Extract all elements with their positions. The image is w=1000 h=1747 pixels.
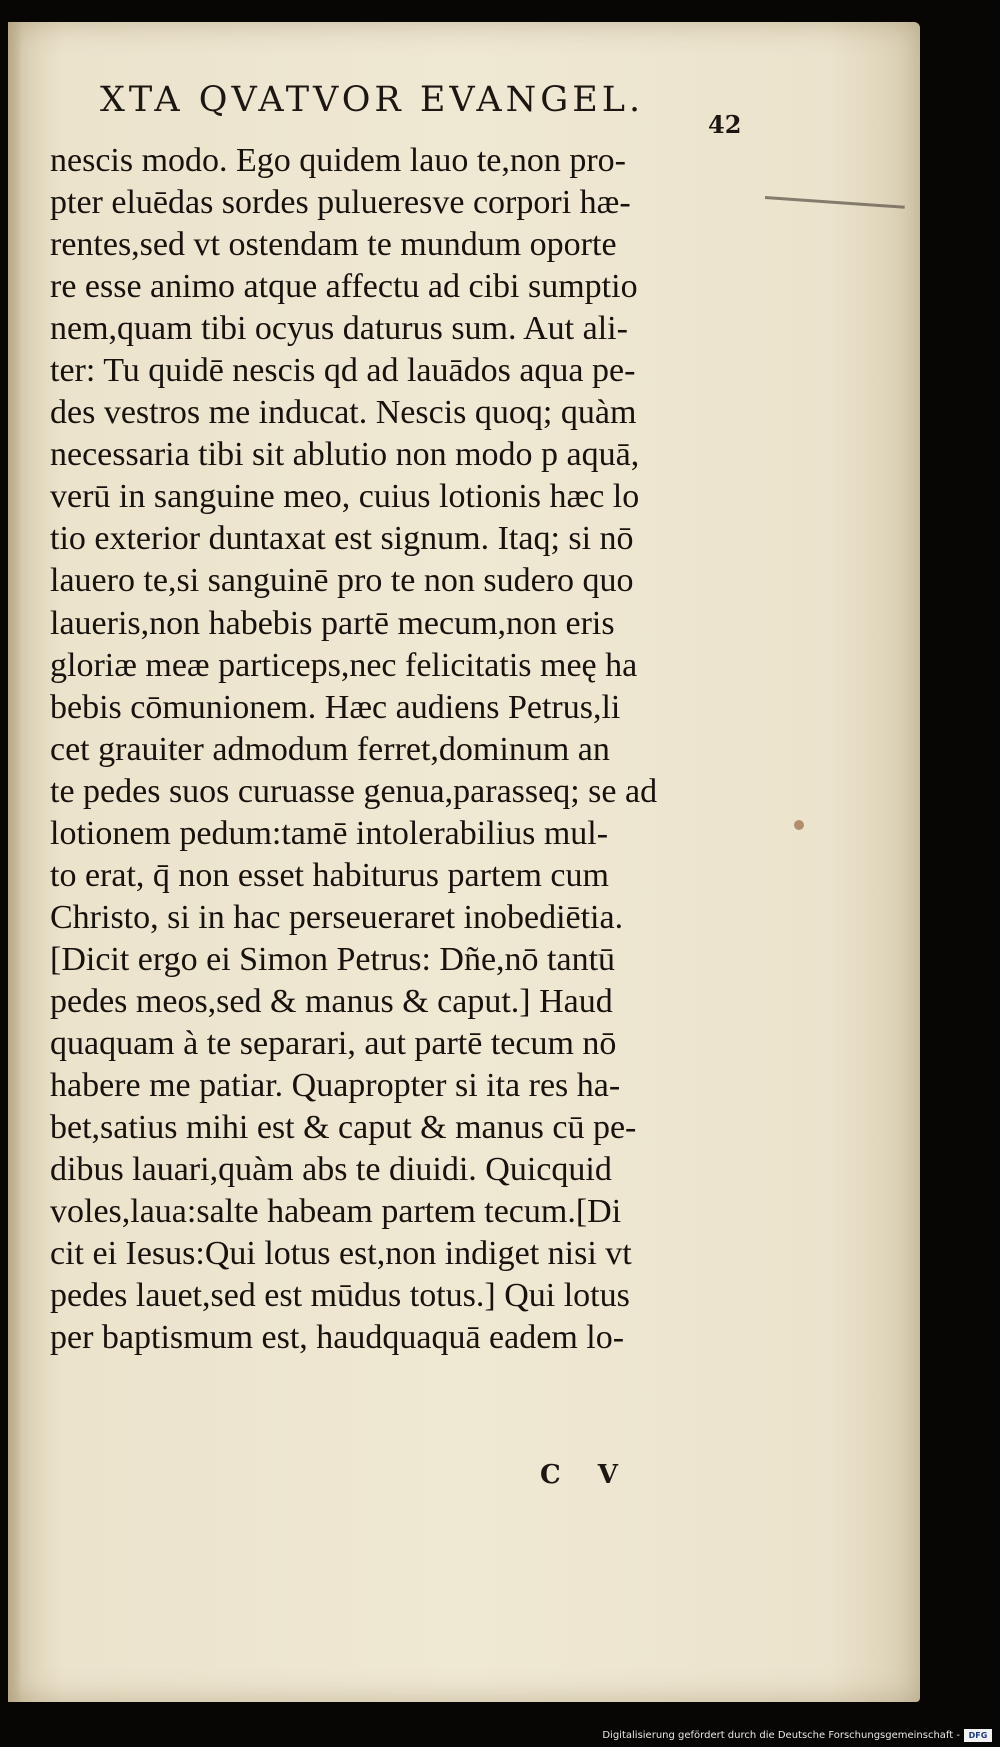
text-line-28: pedes lauet,sed est mūdus totus.] Qui lotus [50, 1277, 630, 1315]
text-line-22: quaquam à te separari, aut partē tecum nō [50, 1024, 617, 1062]
dfg-logo-badge: DFG [964, 1729, 992, 1742]
text-line-14: bebis cōmunionem. Hæc audiens Petrus,li [50, 688, 621, 726]
text-line-10: tio exterior duntaxat est signum. Itaq; si nō [50, 520, 634, 558]
page-gutter-edge [8, 22, 22, 1702]
paper-stain [794, 820, 804, 830]
text-line-16: te pedes suos curuasse genua,parasseq; se ad [50, 772, 658, 810]
body-text [50, 140, 730, 1359]
text-line-1: nescis modo. Ego quidem lauo te,non pro- [50, 142, 627, 179]
text-line-29: per baptismum est, haudquaquā eadem lo- [50, 1319, 625, 1357]
text-line-25: dibus lauari,quàm abs te diuidi. Quicquid [50, 1151, 612, 1189]
text-line-11: lauero te,si sanguinē pro te non sudero quo [50, 562, 634, 600]
text-line-8: necessaria tibi sit ablutio non modo p aquā, [50, 436, 640, 474]
text-line-3: rentes,sed vt ostendam te mundum oporte [50, 226, 617, 264]
text-line-27: cit ei Iesus:Qui lotus est,non indiget nisi vt [50, 1235, 632, 1273]
text-line-19: Christo, si in hac perseueraret inobediētia. [50, 898, 624, 936]
text-line-17: lotionem pedum:tamē intolerabilius mul- [50, 814, 609, 852]
text-line-7: des vestros me inducat. Nescis quoq; quàm [50, 394, 637, 432]
text-line-26: voles,laua:salte habeam partem tecum.[Di [50, 1193, 622, 1231]
text-line-4: re esse animo atque affectu ad cibi sumptio [50, 268, 638, 306]
folio-number: 42 [708, 110, 742, 139]
text-line-6: ter: Tu quidē nescis qd ad lauādos aqua pe- [50, 352, 636, 390]
text-line-9: verū in sanguine meo, cuius lotionis hæc lo [50, 478, 640, 516]
digitization-credit: Digitalisierung gefördert durch die Deutsche Forschungsgemeinschaft - [602, 1730, 960, 1741]
signature-mark: C V [540, 1460, 632, 1490]
text-line-23: habere me patiar. Quapropter si ita res ha- [50, 1067, 621, 1105]
text-line-15: cet grauiter admodum ferret,dominum an [50, 730, 610, 768]
text-line-24: bet,satius mihi est & caput & manus cū pe- [50, 1109, 637, 1147]
running-title: XTA QVATVOR EVANGEL. [100, 80, 645, 120]
text-line-18: to erat, q̄ non esset habiturus partem cum [50, 856, 609, 894]
text-line-20: [Dicit ergo ei Simon Petrus: Dñe,nō tantū [50, 940, 616, 978]
text-line-5: nem,quam tibi ocyus daturus sum. Aut ali- [50, 310, 628, 348]
text-line-2: pter eluēdas sordes pulueresve corpori hæ- [50, 184, 631, 222]
text-line-21: pedes meos,sed & manus & caput.] Haud [50, 982, 613, 1020]
text-line-12: laueris,non habebis partē mecum,non eris [50, 604, 615, 642]
text-line-13: gloriæ meæ particeps,nec felicitatis meę ha [50, 646, 638, 684]
